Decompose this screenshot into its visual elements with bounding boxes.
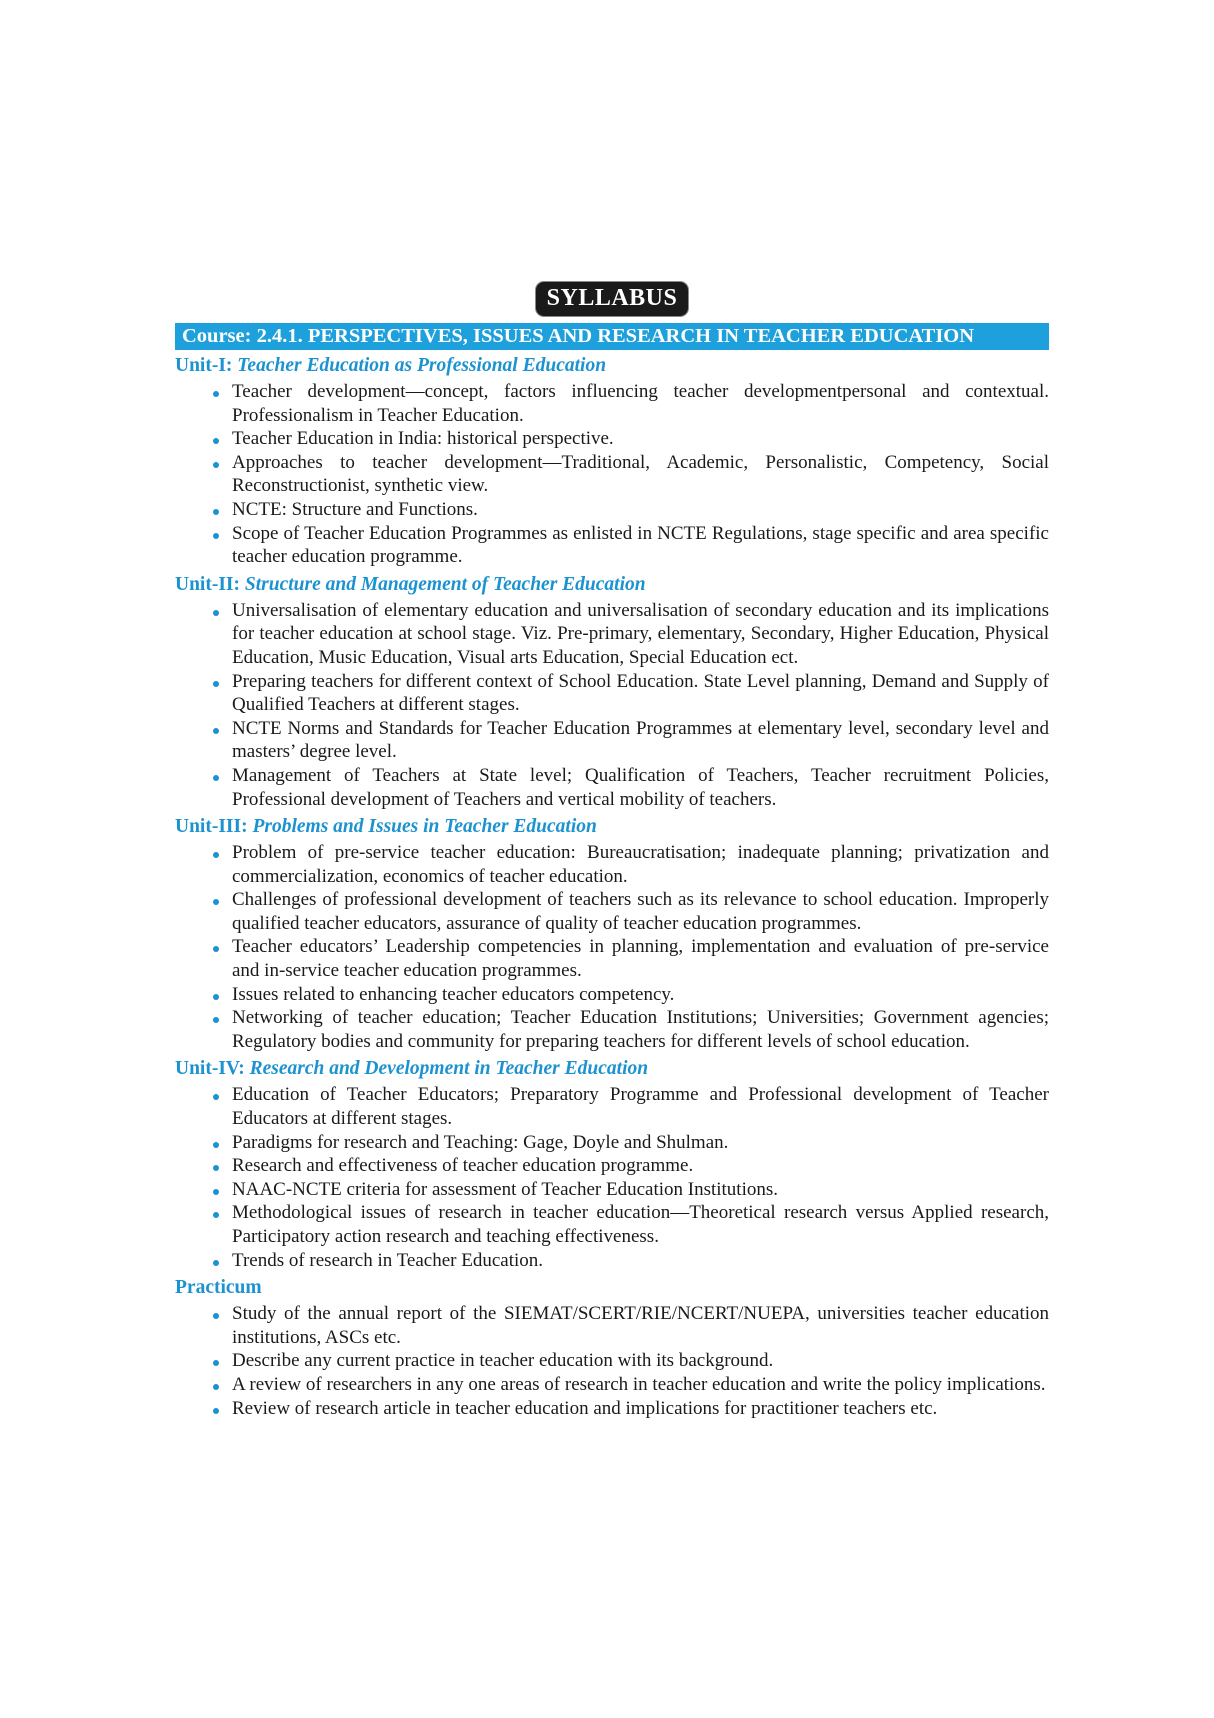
list-item-text: Describe any current practice in teacher education with its background. <box>232 1350 774 1372</box>
unit-item-list <box>175 841 1049 1053</box>
bullet-icon <box>213 1313 219 1319</box>
list-item-text: NAAC-NCTE criteria for assessment of Teacher Education Institutions. <box>232 1178 779 1200</box>
unit-section-1 <box>175 352 1049 569</box>
list-item <box>175 1302 1049 1349</box>
bullet-icon <box>213 1017 219 1023</box>
list-item <box>175 599 1049 670</box>
list-item-text: Problem of pre-service teacher education: Bureaucratisation; inadequate planning; privatization and commercialization, economics of teacher education. <box>232 842 1049 887</box>
bullet-icon <box>213 1408 219 1414</box>
bullet-icon <box>213 1360 219 1366</box>
list-item <box>175 1154 1049 1178</box>
list-item-text: Teacher Education in India: historical perspective. <box>232 428 614 450</box>
unit-item-list <box>175 1302 1049 1420</box>
list-item-text: Challenges of professional development of teachers such as its relevance to school education. Improperly qualified teacher educators, assurance of quality of teacher education programmes. <box>232 889 1049 934</box>
unit-heading <box>175 1274 1049 1302</box>
list-item-text: Teacher development—concept, factors influencing teacher developmentpersonal and contextual. Professionalism in Teacher Education. <box>232 381 1049 426</box>
practicum-section <box>175 1274 1049 1420</box>
syllabus-badge-wrap <box>175 282 1049 314</box>
unit-label: Unit-II: <box>175 573 241 595</box>
list-item-text: Trends of research in Teacher Education. <box>232 1249 544 1271</box>
list-item <box>175 888 1049 935</box>
bullet-icon <box>213 391 219 397</box>
list-item <box>175 1131 1049 1155</box>
list-item-text: Preparing teachers for different context of School Education. State Level planning, Demand and Supply of Qualified Teachers at different stages. <box>232 670 1049 716</box>
list-item-text: NCTE: Structure and Functions. <box>232 498 478 520</box>
unit-title: Structure and Management of Teacher Education <box>244 573 646 595</box>
bullet-icon <box>213 533 219 539</box>
list-item <box>175 380 1049 427</box>
list-item-text: Review of research article in teacher education and implications for practitioner teachers etc. <box>232 1397 938 1419</box>
unit-item-list <box>175 380 1049 569</box>
list-item-text: Networking of teacher education; Teacher Education Institutions; Universities; Government agencies; Regulatory bodies and community for preparing teachers for different levels of school education. <box>232 1007 1049 1052</box>
bullet-icon <box>213 1384 219 1390</box>
unit-title: Research and Development in Teacher Education <box>249 1058 649 1080</box>
bullet-icon <box>213 681 219 687</box>
list-item <box>175 983 1049 1007</box>
list-item <box>175 935 1049 982</box>
list-item-text: Management of Teachers at State level; Qualification of Teachers, Teacher recruitment Policies, Professional development of Teachers and vertical mobility of teachers. <box>232 764 1049 810</box>
list-item <box>175 427 1049 451</box>
unit-title: Problems and Issues in Teacher Education <box>252 816 597 838</box>
bullet-icon <box>213 1142 219 1148</box>
list-item-text: Issues related to enhancing teacher educators competency. <box>232 983 675 1005</box>
unit-heading <box>175 1055 1049 1083</box>
course-title: Course: 2.4.1. PERSPECTIVES, ISSUES AND RESEARCH IN TEACHER EDUCATION <box>175 323 1049 350</box>
bullet-icon <box>213 509 219 515</box>
bullet-icon <box>213 728 219 734</box>
list-item-text: A review of researchers in any one areas of research in teacher education and write the policy implications. <box>232 1373 1046 1395</box>
syllabus-badge: SYLLABUS <box>536 282 689 316</box>
list-item <box>175 1397 1049 1421</box>
list-item-text: Scope of Teacher Education Programmes as enlisted in NCTE Regulations, stage specific and area specific teacher education programme. <box>232 522 1049 568</box>
bullet-icon <box>213 1094 219 1100</box>
unit-label: Unit-I: <box>175 355 233 376</box>
bullet-icon <box>213 899 219 905</box>
bullet-icon <box>213 1189 219 1195</box>
list-item <box>175 1178 1049 1202</box>
list-item-text: Research and effectiveness of teacher education programme. <box>232 1155 694 1177</box>
unit-label: Practicum <box>175 1277 262 1299</box>
unit-heading <box>175 813 1049 841</box>
unit-heading <box>175 571 1049 599</box>
unit-item-list <box>175 599 1049 811</box>
list-item-text: Study of the annual report of the SIEMAT/SCERT/RIE/NCERT/NUEPA, universities teacher education institutions, ASCs etc. <box>232 1303 1049 1348</box>
list-item-text: NCTE Norms and Standards for Teacher Education Programmes at elementary level, secondary level and masters’ degree level. <box>232 717 1049 763</box>
bullet-icon <box>213 852 219 858</box>
bullet-icon <box>213 775 219 781</box>
list-item <box>175 451 1049 498</box>
unit-heading <box>175 352 1049 380</box>
list-item <box>175 1373 1049 1397</box>
list-item <box>175 1349 1049 1373</box>
unit-label: Unit-III: <box>175 816 248 838</box>
list-item <box>175 670 1049 717</box>
list-item-text: Approaches to teacher development—Traditional, Academic, Personalistic, Competency, Social Reconstructionist, synthetic view. <box>232 451 1049 497</box>
list-item-text: Teacher educators’ Leadership competencies in planning, implementation and evaluation of pre-service and in-service teacher education programmes. <box>232 936 1049 982</box>
bullet-icon <box>213 1260 219 1266</box>
unit-item-list <box>175 1083 1049 1272</box>
bullet-icon <box>213 462 219 468</box>
list-item <box>175 1083 1049 1130</box>
list-item-text: Universalisation of elementary education and universalisation of secondary education and its implications for teacher education at school stage. Viz. Pre-primary, elementary, Secondary, Higher Education, Physical Education, Music Education, Visual arts Education, Special Education ect. <box>232 599 1049 668</box>
list-item-text: Education of Teacher Educators; Preparatory Programme and Professional development of Teacher Educators at different stages. <box>232 1084 1049 1130</box>
unit-section-3 <box>175 813 1049 1053</box>
list-item <box>175 1006 1049 1053</box>
list-item <box>175 1201 1049 1248</box>
bullet-icon <box>213 994 219 1000</box>
unit-section-4 <box>175 1055 1049 1272</box>
list-item <box>175 498 1049 522</box>
bullet-icon <box>213 610 219 616</box>
list-item <box>175 717 1049 764</box>
bullet-icon <box>213 946 219 952</box>
list-item <box>175 764 1049 811</box>
list-item <box>175 522 1049 569</box>
list-item <box>175 841 1049 888</box>
syllabus-content <box>175 282 1049 1420</box>
bullet-icon <box>213 1212 219 1218</box>
list-item-text: Paradigms for research and Teaching: Gage, Doyle and Shulman. <box>232 1131 729 1153</box>
bullet-icon <box>213 1165 219 1171</box>
list-item-text: Methodological issues of research in teacher education—Theoretical research versus Applied research, Participatory action research and teaching effectiveness. <box>232 1202 1049 1247</box>
list-item <box>175 1249 1049 1273</box>
bullet-icon <box>213 438 219 444</box>
unit-label: Unit-IV: <box>175 1058 245 1080</box>
unit-section-2 <box>175 571 1049 811</box>
unit-title: Teacher Education as Professional Education <box>237 355 607 376</box>
